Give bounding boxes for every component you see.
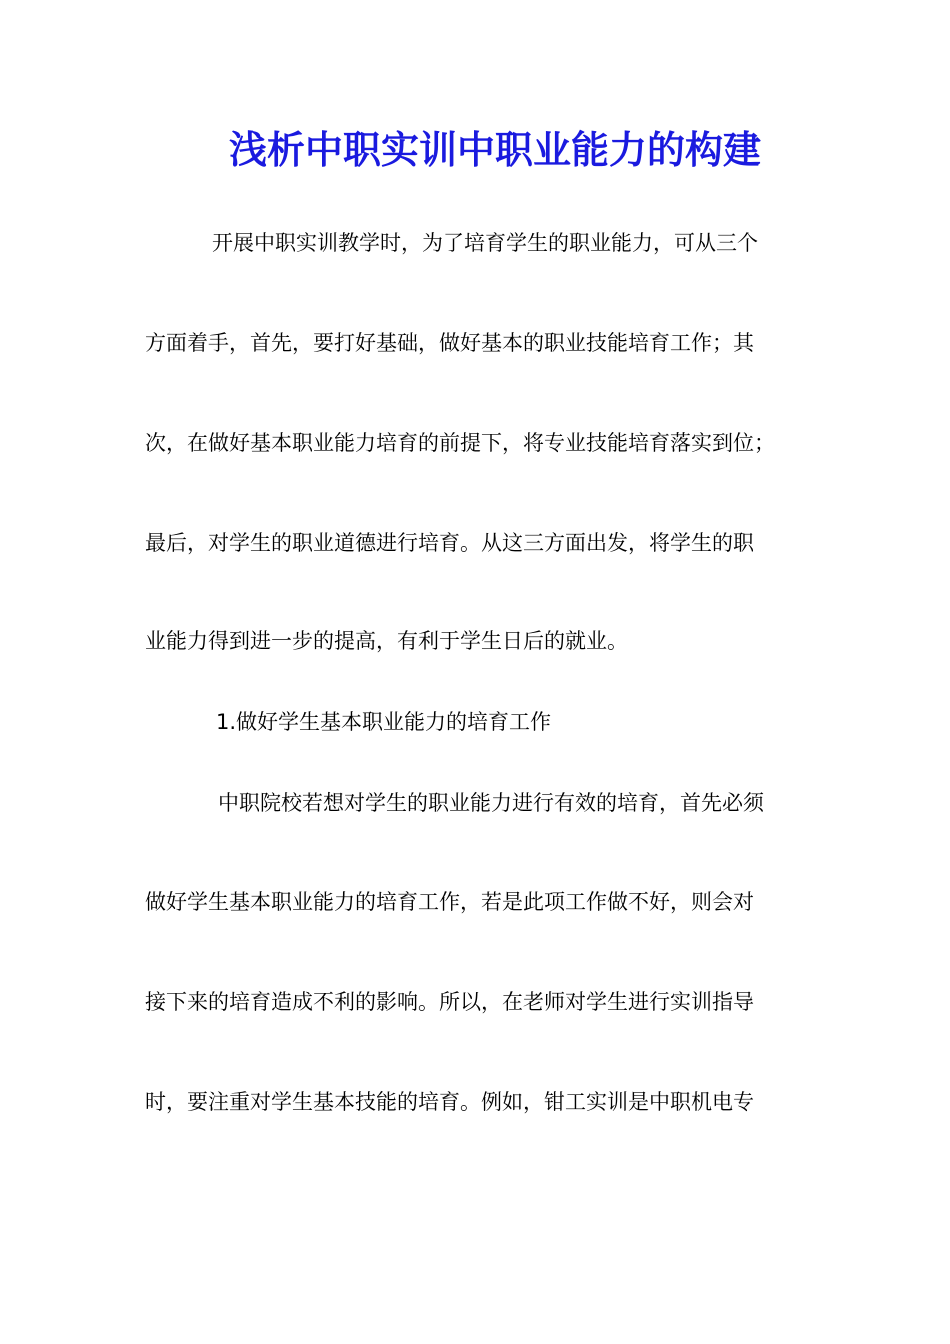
- paragraph-line: 业能力得到进一步的提高，有利于学生日后的就业。: [145, 629, 628, 653]
- paragraph-line: 接下来的培育造成不利的影响。所以，在老师对学生进行实训指导: [145, 990, 754, 1014]
- paragraph-line: 做好学生基本职业能力的培育工作，若是此项工作做不好，则会对: [145, 890, 754, 914]
- paragraph-line: 方面着手，首先，要打好基础，做好基本的职业技能培育工作；其: [145, 331, 754, 355]
- paragraph-line: 次，在做好基本职业能力培育的前提下，将专业技能培育落实到位；: [145, 431, 775, 455]
- paragraph-line: 开展中职实训教学时，为了培育学生的职业能力，可从三个: [212, 231, 758, 255]
- paragraph-line: 时，要注重对学生基本技能的培育。例如，钳工实训是中职机电专: [145, 1090, 754, 1114]
- paragraph-line: 中职院校若想对学生的职业能力进行有效的培育，首先必须: [218, 791, 764, 815]
- document-title: 浅析中职实训中职业能力的构建: [228, 127, 761, 172]
- paragraph-line: 最后，对学生的职业道德进行培育。从这三方面出发，将学生的职: [145, 531, 754, 555]
- section-heading: 1.做好学生基本职业能力的培育工作: [216, 710, 552, 734]
